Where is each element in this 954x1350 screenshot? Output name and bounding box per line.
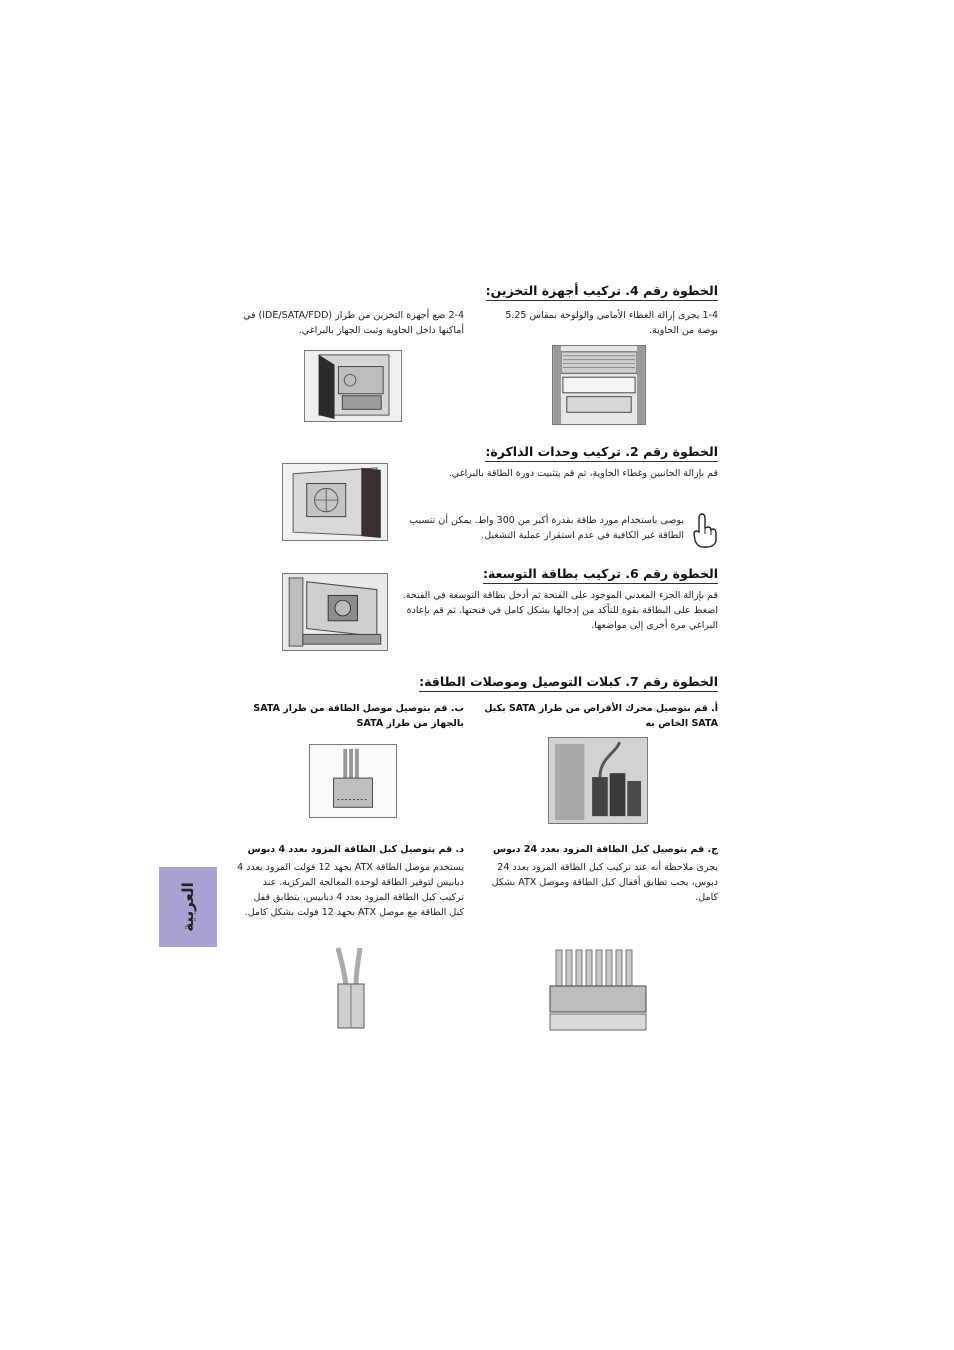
step7-d-title: د. قم بتوصيل كبل الطاقة المزود بعدد 4 دبوس (247, 844, 464, 855)
step7-d-text: يستخدم موصل الطاقة ATX بجهد 12 فولت المزود بعدد 4 دبابيس لتوفير الطاقة لوحدة المعالجة المركزية. عند تركيب كبل الطاقة المزود بعدد 4 دبابيس، يتطابق قفل كبل الطاقة مع موصل ATX بجهد 12 فولت بشكل كامل. (237, 862, 464, 918)
hand-pointer-icon (690, 512, 720, 548)
sata-power-image (309, 744, 397, 818)
step7-title: الخطوة رقم 7. كبلات التوصيل وموصلات الطاقة: (419, 674, 718, 692)
step7-b: ب. قم بتوصيل موصل الطاقة من طراز SATA بالجهاز من طراز SATA (253, 703, 464, 729)
expansion-card-image (282, 573, 388, 651)
step5-note: يوصى باستخدام مورد طاقة بقدرة أكبر من 300 واط. يمكن أن تتسبب الطاقة غير الكافية في عدم استقرار عملية التشغيل. (409, 515, 684, 541)
power-supply-image (282, 463, 388, 541)
step6-title: الخطوة رقم 6. تركيب بطاقة التوسعة: (483, 566, 718, 584)
sata-connector-image (548, 737, 648, 824)
step4-item1: 1-4 يجرى إزالة الغطاء الأمامي والولوحة بمقاس 5.25 بوصة من الحاوية. (505, 310, 718, 336)
step7-a: أ. قم بتوصيل محرك الأقراص من طراز SATA بكبل SATA الخاص به (484, 703, 718, 729)
drive-bay-image (552, 345, 646, 425)
atx-4pin-image (326, 946, 376, 1032)
atx-24pin-image (548, 940, 648, 1032)
step6-text: قم بإزالة الجزء المعدني الموجود على الفتحة ثم أدخل بطاقة التوسعة في الفتحة. اضغط على البطاقة بقوة للتأكد من إدخالها بشكل كامل في فتحتها. ثم قم بإعادة البراغي مرة أخرى إلى مواضعها. (402, 590, 718, 631)
step7-c-title: ج. قم بتوصيل كبل الطاقة المزود بعدد 24 دبوس (493, 844, 718, 855)
language-side-tab (159, 867, 217, 947)
step4-item2: 2-4 ضع أجهزة التخزين من طراز (IDE/SATA/FDD) في أماكنها داخل الحاوية وثبت الجهاز بالبراغي. (243, 310, 464, 336)
language-side-tab-label: العربية (179, 882, 197, 932)
step7-c-text: يجرى ملاحظة أنه عند تركيب كبل الطاقة المزود بعدد 24 دبوس، يجب تطابق أقفال كبل الطاقة وموصل ATX بشكل كامل. (491, 862, 718, 903)
step5-text: قم بإزالة الجانبين وغطاء الحاوية، ثم قم بتثبيت دورة الطاقة بالبراغي. (448, 468, 718, 479)
storage-install-image (304, 350, 402, 422)
step5-title: الخطوة رقم 2. تركيب وحدات الذاكرة: (485, 444, 718, 462)
step4-title: الخطوة رقم 4. تركيب أجهزة التخزين: (486, 283, 718, 301)
